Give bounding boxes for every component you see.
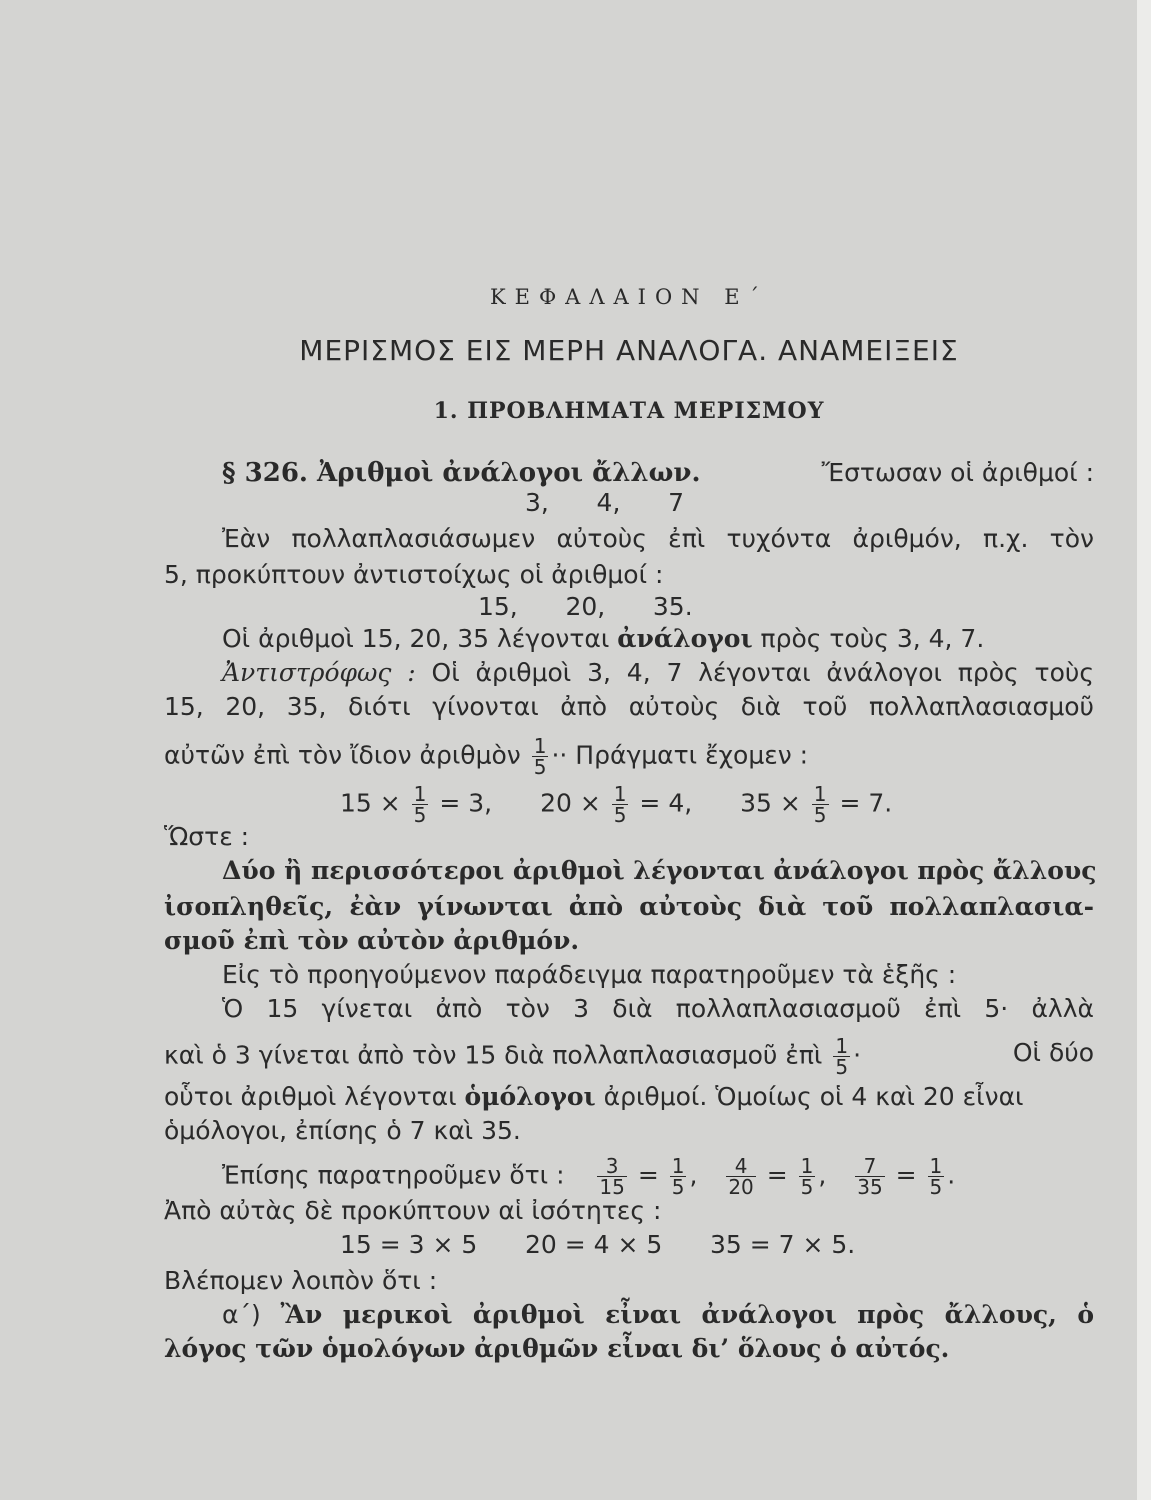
fraction-one-fifth: $\frac{1}{5}$: [835, 1034, 849, 1079]
paragraph-2: [222, 622, 1094, 656]
equation-equalities: 15 = 3 × 5 20 = 4 × 5 35 = 7 × 5.: [340, 1230, 856, 1259]
fraction-one-fifth: $\frac{1}{5}$: [671, 1154, 685, 1199]
paragraph-1-line-1: Ἐὰν πολλαπλασιάσωμεν αὐτοὺς ἐπὶ τυχόντα ἀριθμόν, π.χ. τὸν: [222, 524, 1094, 553]
paragraph-5-line-1: Ὁ 15 γίνεται ἀπὸ τὸν 3 διὰ πολλαπλασιασμοῦ ἐπὶ 5· ἀλλὰ: [222, 994, 1094, 1023]
paragraph-3-line-3: αὐτῶν ἐπὶ τὸν ἴδιον ἀριθμὸν $\frac{1}{5}$ ·· Πράγματι ἔχομεν :: [164, 734, 809, 779]
paragraph-5-line-3: οὗτοι ἀριθμοὶ λέγονται ὁμόλογοι ἀριθμοί. Ὁμοίως οἱ 4 καὶ 20 εἶναι: [164, 1082, 1024, 1111]
p3-text-l3b: Πράγματι ἔχομεν :: [575, 740, 809, 770]
p3-text-b: Οἱ ἀριθμοὶ 3, 4, 7 λέγονται ἀνάλογοι πρὸς τοὺς: [431, 658, 1094, 687]
term-analogoi: ἀνάλογοι: [617, 624, 753, 653]
p2-text-a: Οἱ ἀριθμοὶ 15, 20, 35 λέγονται: [222, 624, 610, 653]
p2-text-c: πρὸς τοὺς 3, 4, 7.: [760, 624, 985, 653]
term-omologoi: ὁμόλογοι: [464, 1082, 596, 1111]
section-intro: Ἔστωσαν οἱ ἀριθμοί :: [821, 458, 1094, 487]
chapter-heading: ΚΕΦΑΛΑΙΟΝ Ε΄: [489, 285, 769, 309]
fraction-3-15: $\frac{3}{15}$: [599, 1154, 625, 1199]
paragraph-1-line-2: 5, προκύπτουν ἀντιστοίχως οἱ ἀριθμοί :: [164, 560, 664, 589]
fraction-one-fifth: $\frac{1}{5}$: [613, 782, 627, 827]
antistrofos-label: Ἀντιστρόφως :: [222, 658, 416, 687]
section-subtitle: 1. ΠΡΟΒΛΗΜΑΤΑ ΜΕΡΙΣΜΟΥ: [433, 398, 825, 424]
fraction-one-fifth: $\frac{1}{5}$: [813, 782, 827, 827]
paragraph-5-line-2: καὶ ὁ 3 γίνεται ἀπὸ τὸν 15 διὰ πολλαπλασιασμοῦ ἐπὶ $\frac{1}{5}$ · Οἱ δύο: [164, 1034, 1094, 1079]
fraction-one-fifth: $\frac{1}{5}$: [533, 734, 547, 779]
definition-line-2: ἰσοπληθεῖς, ἐὰν γίνωνται ἀπὸ αὐτοὺς διὰ τοῦ πολλαπλασια-: [164, 892, 1094, 921]
rule-a-line-2: λόγος τῶν ὁμολόγων ἀριθμῶν εἶναι δι’ ὅλους ὁ αὐτός.: [164, 1334, 950, 1363]
paragraph-4: Εἰς τὸ προηγούμενον παράδειγμα παρατηροῦμεν τὰ ἑξῆς :: [222, 960, 957, 989]
fraction-one-fifth: $\frac{1}{5}$: [413, 782, 427, 827]
fraction-one-fifth: $\frac{1}{5}$: [929, 1154, 943, 1199]
paragraph-3-line-2: 15, 20, 35, διότι γίνονται ἀπὸ αὐτοὺς διὰ τοῦ πολλαπλασιασμοῦ: [164, 692, 1094, 721]
definition-line-3: σμοῦ ἐπὶ τὸν αὐτὸν ἀριθμόν.: [164, 926, 580, 955]
section-326-line: [222, 456, 1094, 490]
paragraph-5-line-4: ὁμόλογοι, ἐπίσης ὁ 7 καὶ 35.: [164, 1116, 521, 1145]
fraction-one-fifth: $\frac{1}{5}$: [800, 1154, 814, 1199]
section-label: § 326. Ἀριθμοὶ ἀνάλογοι ἄλλων.: [222, 458, 701, 488]
fraction-4-20: $\frac{4}{20}$: [728, 1154, 754, 1199]
numbers-3-4-7: 3, 4, 7: [525, 488, 684, 517]
paragraph-3-line-1: [222, 656, 1094, 690]
paragraph-8: Βλέπομεν λοιπὸν ὅτι :: [164, 1266, 438, 1295]
rule-a-line-1: α΄) Ἂν μερικοὶ ἀριθμοὶ εἶναι ἀνάλογοι πρὸς ἄλλους, ὁ: [222, 1300, 1094, 1329]
chapter-title: ΜΕΡΙΣΜΟΣ ΕΙΣ ΜΕΡΗ ΑΝΑΛΟΓΑ. ΑΝΑΜΕΙΞΕΙΣ: [299, 334, 959, 367]
paragraph-7: Ἀπὸ αὐτὰς δὲ προκύπτουν αἱ ἰσότητες :: [164, 1196, 662, 1225]
equation-products: 15 × $\frac{1}{5}$ = 3, 20 × $\frac{1}{5}$ = 4, 35 × $\frac{1}{5}$ = 7.: [340, 782, 893, 827]
numbers-15-20-35: 15, 20, 35.: [478, 592, 693, 621]
paragraph-6: Ἐπίσης παρατηροῦμεν ὅτι : $\frac{3}{15}$ = $\frac{1}{5}$ , $\frac{4}{20}$ = $\frac{1}{5}$ , $\frac{7}{35}$ = $\frac{1}{5}$ .: [222, 1154, 956, 1199]
p3-text-l3a: αὐτῶν ἐπὶ τὸν ἴδιον ἀριθμὸν: [164, 740, 521, 770]
fraction-7-35: $\frac{7}{35}$: [857, 1154, 883, 1199]
hoste-label: Ὥστε :: [164, 822, 250, 851]
definition-line-1: Δύο ἢ περισσότεροι ἀριθμοὶ λέγονται ἀνάλογοι πρὸς ἄλλους: [222, 856, 1097, 885]
